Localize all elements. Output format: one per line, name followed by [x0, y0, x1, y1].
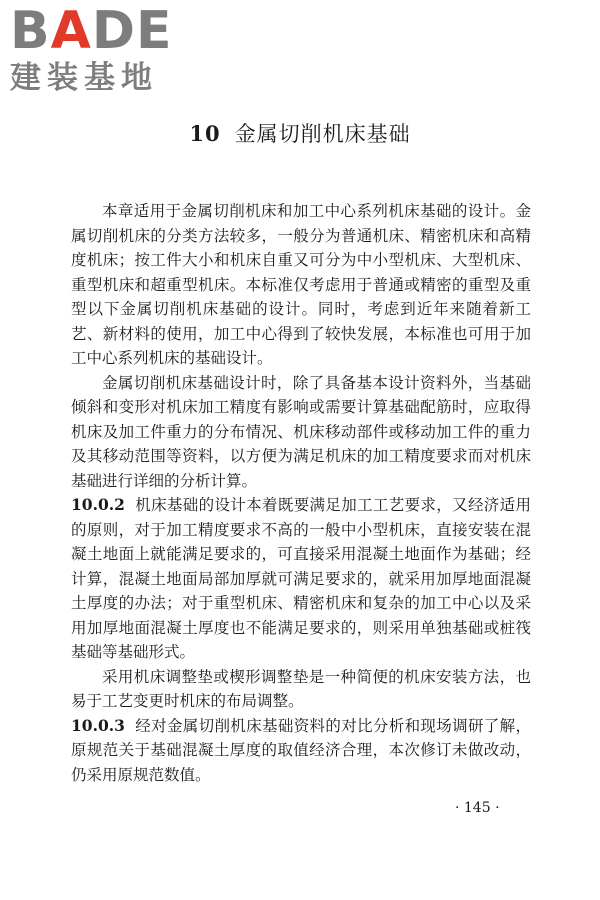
- paragraph: 采用机床调整垫或楔形调整垫是一种简便的机床安装方法，也易于工艺变更时机床的布局调整。: [71, 667, 531, 710]
- chapter-number: 10: [189, 121, 221, 146]
- logo-letter-b: B: [10, 1, 51, 61]
- clause-number: 10.0.2: [71, 495, 125, 514]
- paragraph: 本章适用于金属切削机床和加工中心系列机床基础的设计。金属切削机床的分类方法较多，一般分为普通机床、精密机床和高精度机床；按工件大小和机床自重又可分为中小型机床、大型机床、重型机床和超重型机床。本标准仅考虑用于普通或精密的重型及重型以下金属切削机床基础的设计。同时，考虑到近年来随着新工艺、新材料的使用，加工中心得到了较快发展，本标准也可用于加工中心系列机床的基础设计。: [71, 202, 531, 367]
- clause-text: 经对金属切削机床基础资料的对比分析和现场调研了解，原规范关于基础混凝土厚度的取值经济合理，本次修订未做改动，仍采用原规范数值。: [71, 716, 531, 784]
- paragraph: 金属切削机床基础设计时，除了具备基本设计资料外，当基础倾斜和变形对机床加工精度有影响或需要计算基础配筋时，应取得机床及加工件重力的分布情况、机床移动部件或移动加工件的重力及其移动范围等资料，以方便为满足机床的加工精度要求而对机床基础进行详细的分析计算。: [71, 373, 531, 490]
- clause-text: 机床基础的设计本着既要满足加工工艺要求，又经济适用的原则，对于加工精度要求不高的一般中小型机床，直接安装在混凝土地面上就能满足要求的，可直接采用混凝土地面作为基础；经计算，混凝土地面局部加厚就可满足要求的，就采用加厚地面混凝土厚度的办法；对于重型机床、精密机床和复杂的加工中心以及采用加厚地面混凝土厚度也不能满足要求的，则采用单独基础或桩筏基础等基础形式。: [71, 496, 531, 661]
- page-number: · 145 ·: [455, 800, 500, 816]
- logo-wordmark: [10, 1, 180, 61]
- clause-paragraph: [71, 493, 531, 665]
- chapter-title-text: 金属切削机床基础: [234, 122, 411, 146]
- chapter-title: [0, 118, 600, 148]
- logo-subtitle: 建装基地: [10, 60, 158, 96]
- clause-paragraph: [71, 714, 531, 788]
- clause-number: 10.0.3: [71, 715, 125, 735]
- logo-letters-de: DE: [91, 1, 173, 61]
- logo-letter-a-accent: A: [50, 1, 92, 61]
- body-text: [71, 199, 531, 787]
- bade-logo: [10, 1, 180, 96]
